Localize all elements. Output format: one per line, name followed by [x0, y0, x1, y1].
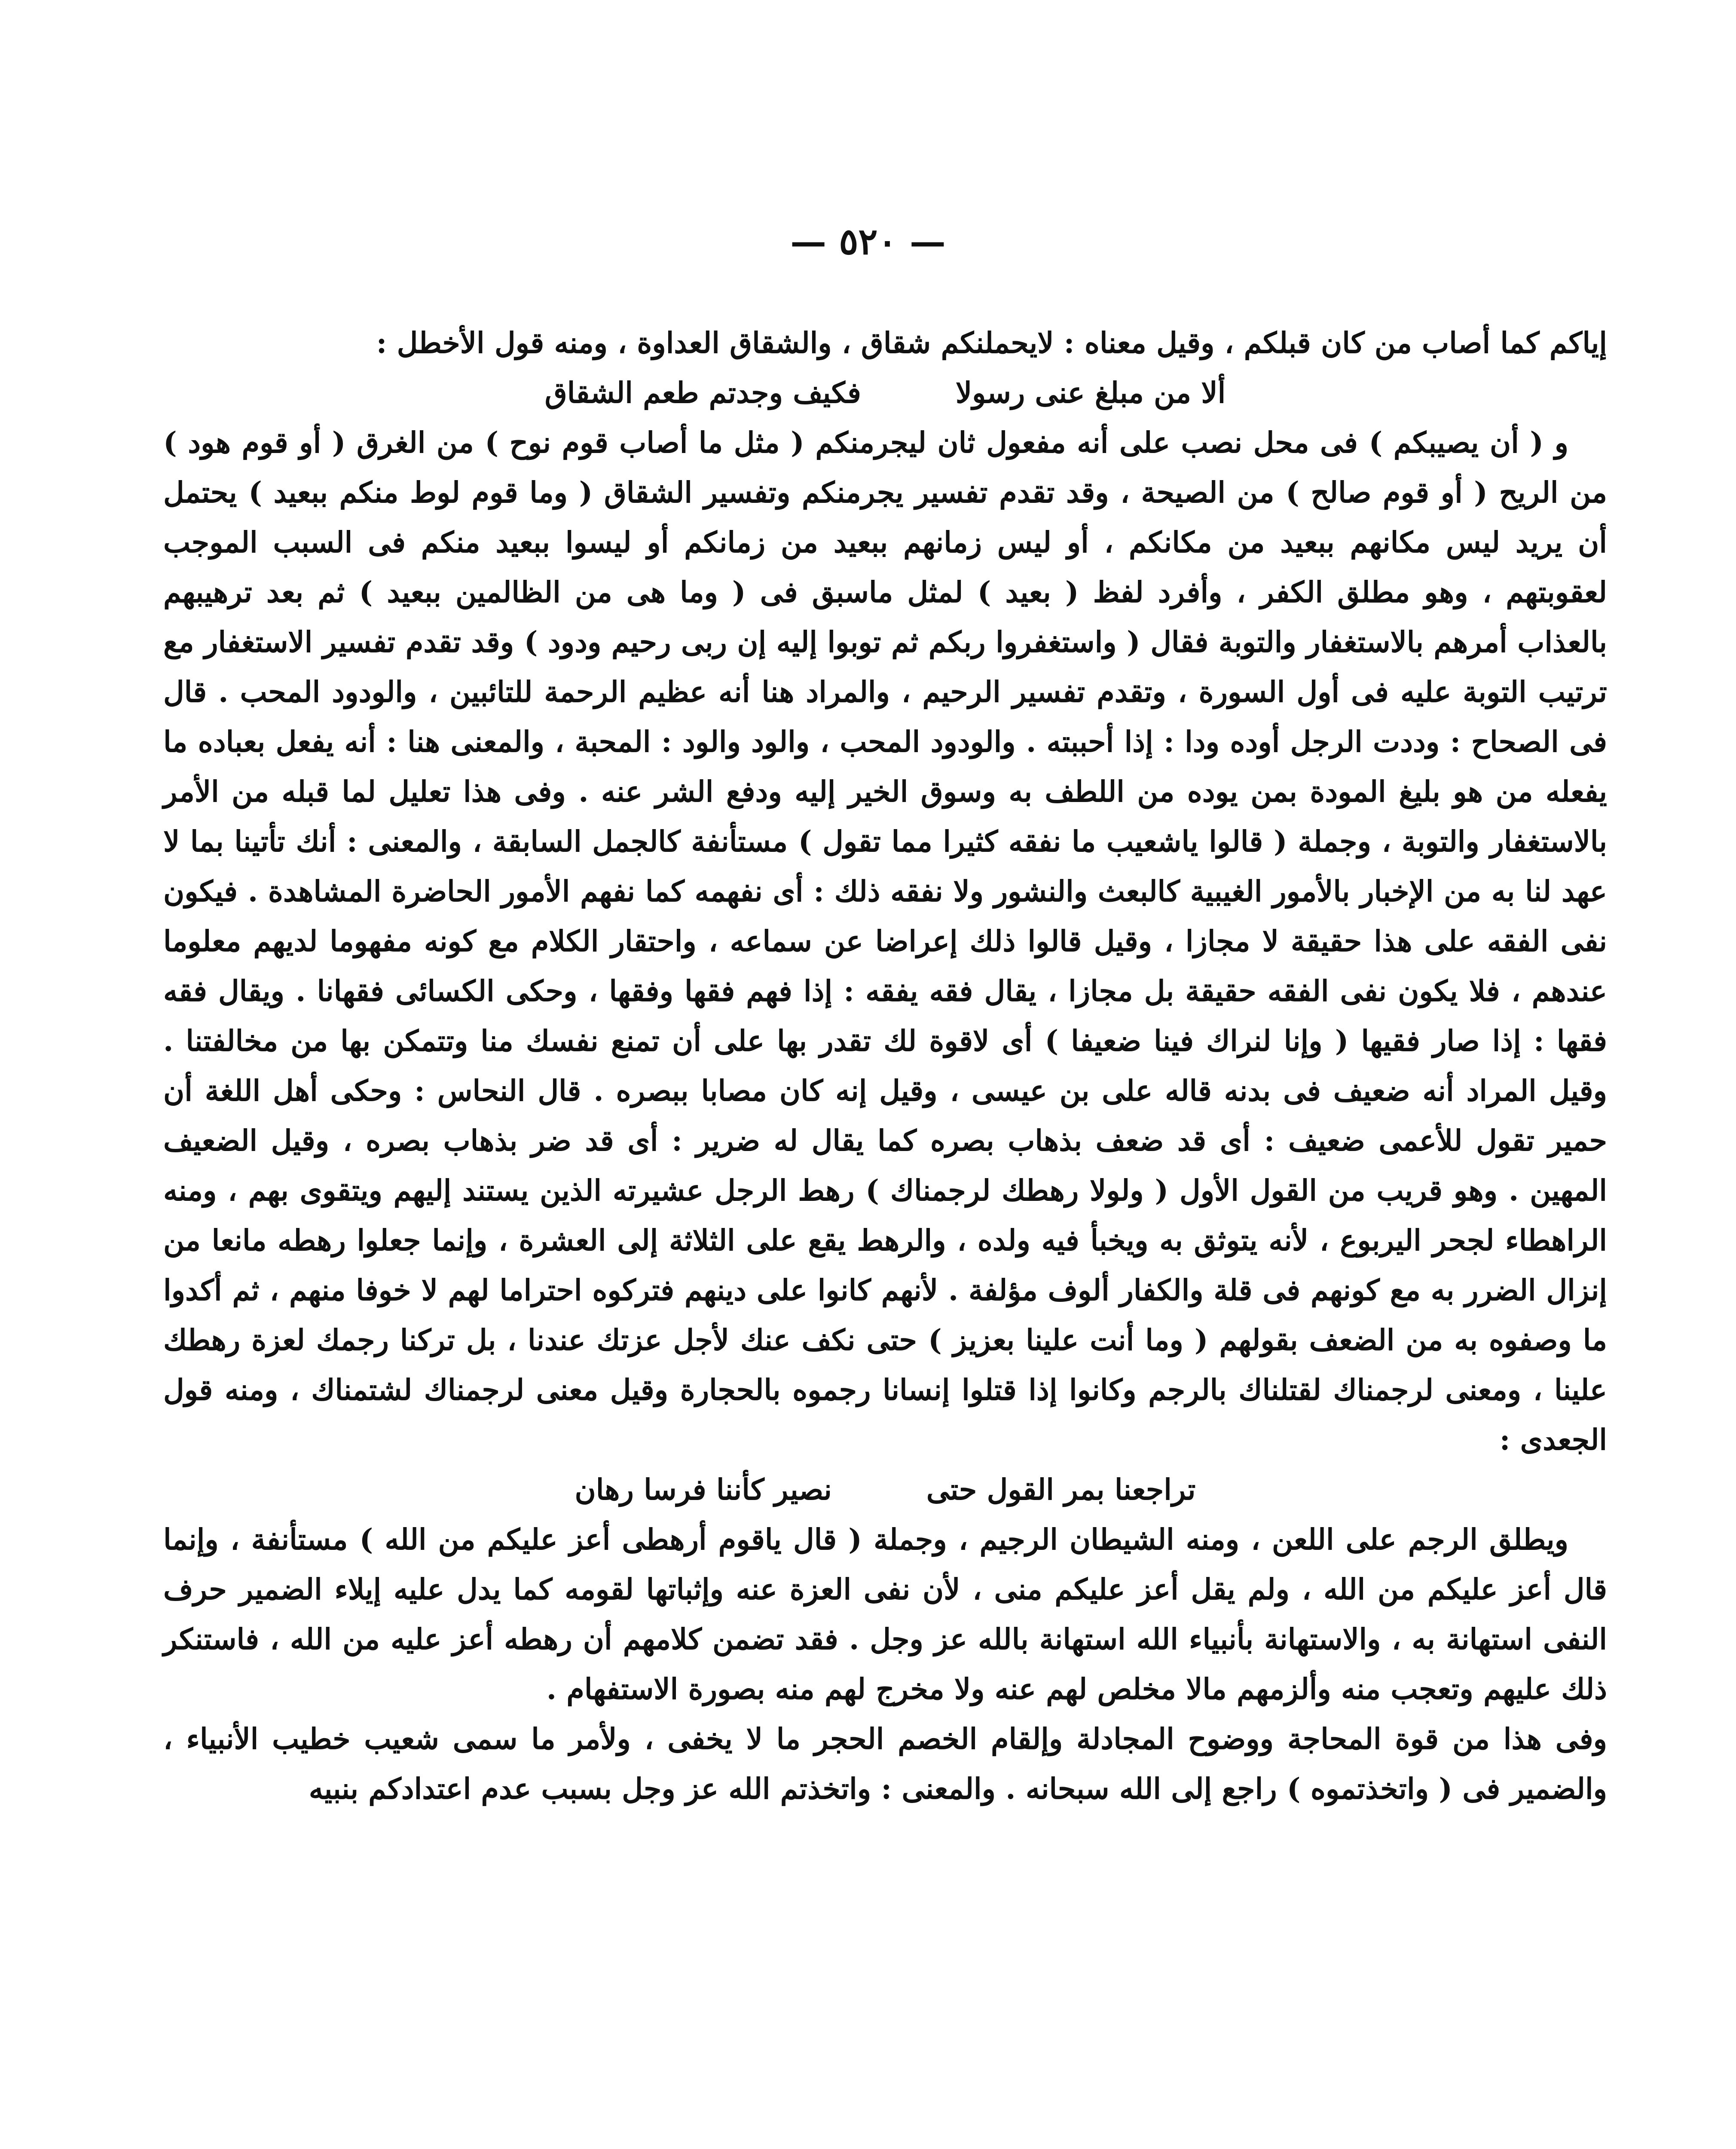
paragraph-intro: إياكم كما أصاب من كان قبلكم ، وقيل معناه : لايحملنكم شقاق ، والشقاق العداوة ، ومنه قول الأخطل :	[376, 326, 1607, 360]
paragraph-main: و ( أن يصيبكم ) فى محل نصب على أنه مفعول ثان ليجرمنكم ( مثل ما أصاب قوم نوح ) من الغرق ( أو قوم هود ) من الريح ( أو قوم صالح ) من الصيحة ، وقد تقدم تفسير يجرمنكم وتفسير الشقاق ( وما قوم لوط منكم ببعيد ) يحتمل أن يريد ليس مكانهم ببعيد من مكانكم ، أو ليس زمانهم ببعيد من زمانكم أو ليسوا ببعيد منكم فى السبب الموجب لعقوبتهم ، وهو مطلق الكفر ، وأفرد لفظ ( بعيد ) لمثل ماسبق فى ( وما هى من الظالمين ببعيد ) ثم بعد ترهيبهم بالعذاب أمرهم بالاستغفار والتوبة فقال ( واستغفروا ربكم ثم توبوا إليه إن ربى رحيم ودود ) وقد تقدم تفسير الاستغفار مع ترتيب التوبة عليه فى أول السورة ، وتقدم تفسير الرحيم ، والمراد هنا أنه عظيم الرحمة للتائبين ، والودود المحب . قال فى الصحاح : وددت الرجل أوده ودا : إذا أحببته . والودود المحب ، والود والود : المحبة ، والمعنى هنا : أنه يفعل بعباده ما يفعله من هو بليغ المودة بمن يوده من اللطف به وسوق الخير إليه ودفع الشر عنه . وفى هذا تعليل لما قبله من الأمر بالاستغفار والتوبة ، وجملة ( قالوا ياشعيب ما نفقه كثيرا مما تقول ) مستأنفة كالجمل السابقة ، والمعنى : أنك تأتينا بما لا عهد لنا به من الإخبار بالأمور الغيبية كالبعث والنشور ولا نفقه ذلك : أى نفهمه كما نفهم الأمور الحاضرة المشاهدة . فيكون نفى الفقه على هذا حقيقة لا مجازا ، وقيل قالوا ذلك إعراضا عن سماعه ، واحتقار الكلام مع كونه مفهوما لديهم معلوما عندهم ، فلا يكون نفى الفقه حقيقة بل مجازا ، يقال فقه يفقه : إذا فهم فقها وفقها ، وحكى الكسائى فقهانا . ويقال فقه فقها : إذا صار فقيها ( وإنا لنراك فينا ضعيفا ) أى لاقوة لك تقدر بها على أن تمنع نفسك منا وتتمكن بها من مخالفتنا . وقيل المراد أنه ضعيف فى بدنه قاله على بن عيسى ، وقيل إنه كان مصابا ببصره . قال النحاس : وحكى أهل اللغة أن حمير تقول للأعمى ضعيف : أى قد ضعف بذهاب بصره كما يقال له ضرير : أى قد ضر بذهاب بصره ، وقيل الضعيف المهين . وهو قريب من القول الأول ( ولولا رهطك لرجمناك ) رهط الرجل عشيرته الذين يستند إليهم ويتقوى بهم ، ومنه الراهطاء لجحر اليربوع ، لأنه يتوثق به ويخبأ فيه ولده ، والرهط يقع على الثلاثة إلى العشرة ، وإنما جعلوا رهطه مانعا من إنزال الضرر به مع كونهم فى قلة والكفار ألوف مؤلفة . لأنهم كانوا على دينهم فتركوه احتراما لهم لا خوفا منهم ، ثم أكدوا ما وصفوه به من الضعف بقولهم ( وما أنت علينا بعزيز ) حتى نكف عنك لأجل عزتك عندنا ، بل تركنا رجمك لعزة رهطك علينا ، ومعنى لرجمناك لقتلناك بالرجم وكانوا إذا قتلوا إنسانا رجموه بالحجارة وقيل معنى لرجمناك لشتمناك ، ومنه قول الجعدى :	[163, 426, 1607, 1457]
page-number: — ٥٢٠ —	[790, 220, 946, 263]
paragraph-closing: وفى هذا من قوة المحاجة ووضوح المجادلة وإلقام الخصم الحجر ما لا يخفى ، ولأمر ما سمى شعيب خطيب الأنبياء ، والضمير فى ( واتخذتموه ) راجع إلى الله سبحانه . والمعنى : واتخذتم الله عز وجل بسبب عدم اعتدادكم بنبيه	[163, 1722, 1608, 1806]
verse-jadi	[163, 1465, 1607, 1515]
verse-jadi-second-hemistich: نصير كأننا فرسا رهان	[575, 1472, 832, 1506]
verse-jadi-first-hemistich: تراجعنا بمر القول حتى	[926, 1472, 1196, 1506]
verse-akhtal	[163, 368, 1607, 418]
paragraph-rajm: ويطلق الرجم على اللعن ، ومنه الشيطان الرجيم ، وجملة ( قال ياقوم أرهطى أعز عليكم من الله ) مستأنفة ، وإنما قال أعز عليكم من الله ، ولم يقل أعز عليكم منى ، لأن نفى العزة عنه وإثباتها لقومه كما يدل عليه إيلاء الضمير حرف النفى استهانة به ، والاستهانة بأنبياء الله استهانة بالله عز وجل . فقد تضمن كلامهم أن رهطه أعز عليه من الله ، فاستنكر ذلك عليهم وتعجب منه وألزمهم مالا مخلص لهم عنه ولا مخرج لهم منه بصورة الاستفهام .	[163, 1522, 1607, 1706]
body-text	[163, 318, 1607, 1814]
verse-akhtal-second-hemistich: فكيف وجدتم طعم الشقاق	[544, 376, 861, 410]
verse-akhtal-first-hemistich: ألا من مبلغ عنى رسولا	[955, 376, 1226, 410]
